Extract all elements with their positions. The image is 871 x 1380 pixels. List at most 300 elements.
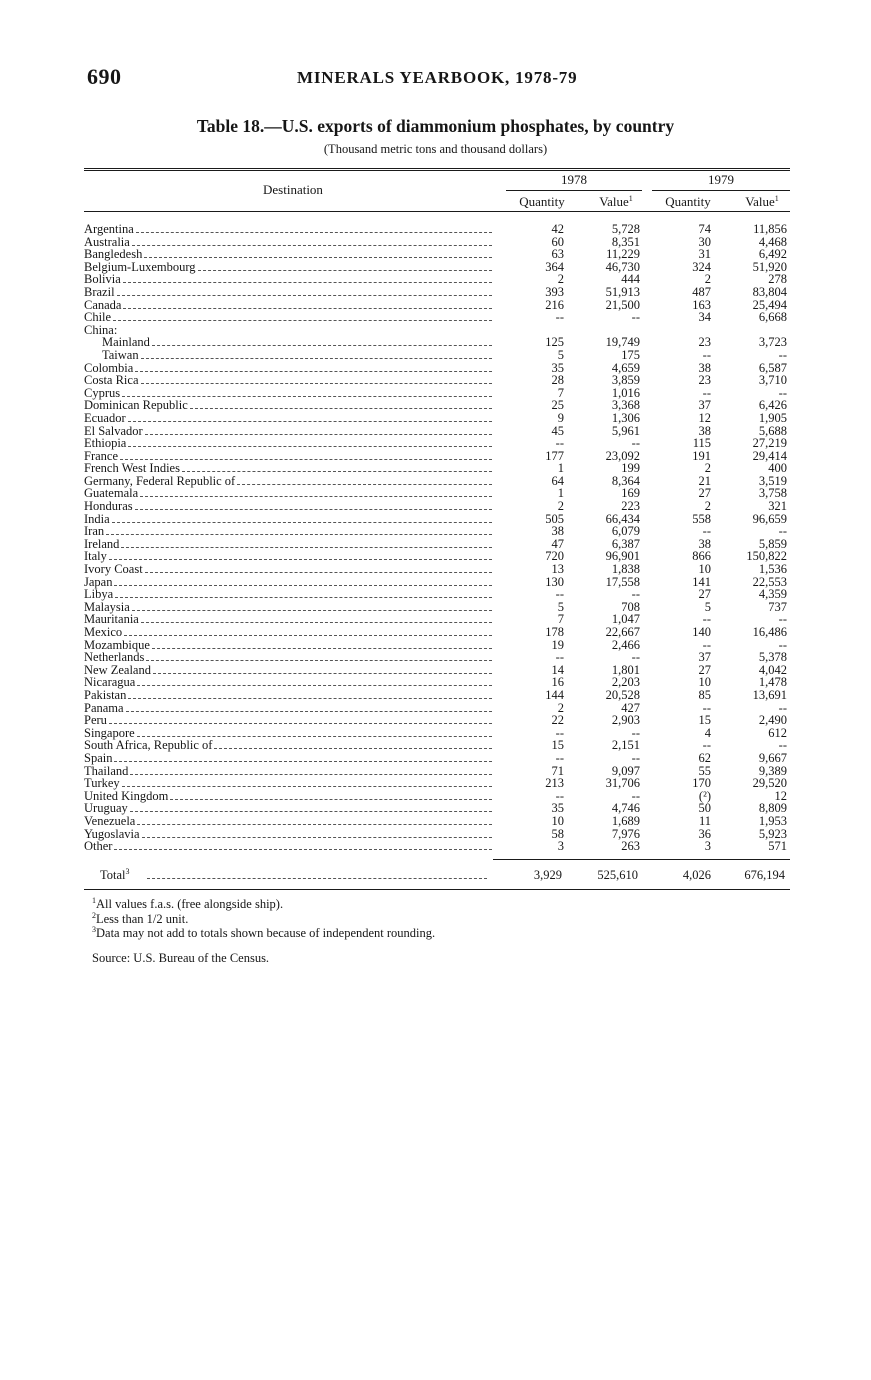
quantity-1978-cell: 63	[551, 247, 564, 262]
destination-cell: Ecuador	[84, 410, 126, 425]
quantity-1979-cell: (²)	[698, 788, 711, 803]
total-row	[0, 868, 871, 882]
quantity-1979-cell: 37	[698, 650, 711, 665]
value-1979-cell: 3,710	[758, 373, 787, 388]
value-1978-cell: 169	[621, 486, 640, 501]
total-quantity-1979: 4,026	[682, 868, 711, 882]
destination-cell: Honduras	[84, 499, 133, 514]
dot-leader	[128, 412, 492, 422]
destination-cell: Mauritania	[84, 612, 139, 627]
destination-cell: Mozambique	[84, 637, 150, 652]
value-1979-cell: 29,520	[752, 776, 787, 791]
value-1979-cell: 278	[768, 272, 787, 287]
value-1978-cell: 8,364	[611, 473, 640, 488]
dot-leader	[152, 336, 492, 346]
quantity-1978-cell: 144	[545, 687, 564, 702]
destination-cell: Peru	[84, 713, 107, 728]
quantity-1979-cell: 4	[704, 725, 711, 740]
quantity-1979-cell: 2	[704, 499, 711, 514]
dot-leader	[130, 802, 492, 812]
dot-leader	[114, 840, 492, 850]
value-1978-cell: 17,558	[605, 574, 640, 589]
value-1978-cell: 1,047	[611, 612, 640, 627]
table-row	[0, 739, 871, 752]
value-1978-cell: --	[631, 650, 640, 665]
quantity-1979-cell: --	[702, 385, 711, 400]
value-1978-cell: 51,913	[605, 284, 640, 299]
destination-cell: Dominican Republic	[84, 398, 188, 413]
value-1979-cell: 4,042	[758, 662, 787, 677]
dot-leader	[112, 513, 492, 523]
quantity-1978-cell: 125	[545, 335, 564, 350]
value-1978-cell: 20,528	[605, 687, 640, 702]
value-1978-cell: 263	[621, 839, 640, 854]
destination-cell: China:	[84, 322, 118, 337]
header-bottom-rule	[84, 211, 790, 212]
value-1978-cell: 3,368	[611, 398, 640, 413]
destination-cell: Brazil	[84, 284, 115, 299]
value-1978-cell: 199	[621, 461, 640, 476]
table-row	[0, 840, 871, 853]
destination-cell: Venezuela	[84, 813, 136, 828]
table-subtitle: (Thousand metric tons and thousand dollars)	[323, 142, 548, 156]
dot-leader	[135, 500, 492, 510]
destination-cell: United Kingdom	[84, 788, 169, 803]
quantity-1979-cell: 36	[698, 826, 711, 841]
quantity-1979-cell: 74	[698, 222, 711, 236]
destination-cell: Libya	[84, 587, 114, 602]
footnote-3	[92, 926, 435, 941]
quantity-1979-cell: 27	[698, 587, 711, 602]
value-1978-cell: 7,976	[611, 826, 640, 841]
value-1979-cell: 51,920	[752, 259, 787, 274]
quantity-1978-cell: 13	[551, 562, 564, 577]
destination-cell: Ivory Coast	[84, 562, 143, 577]
quantity-1978-cell: 45	[551, 423, 564, 438]
destination-cell: Taiwan	[102, 347, 139, 362]
value-1978-cell: 96,901	[605, 549, 640, 564]
quantity-1979-cell: --	[702, 700, 711, 715]
quantity-1979-cell: --	[702, 738, 711, 753]
destination-cell: Turkey	[84, 776, 120, 791]
quantity-1979-cell: 21	[698, 473, 711, 488]
quantity-1978-cell: 35	[551, 360, 564, 375]
table-row	[0, 261, 871, 274]
quantity-1979-cell: --	[702, 524, 711, 539]
quantity-1979-cell: --	[702, 612, 711, 627]
quantity-1979-cell: 2	[704, 272, 711, 287]
dot-leader	[114, 576, 492, 586]
value-1979-cell: 12	[774, 788, 787, 803]
dot-leader	[214, 739, 492, 749]
dot-leader	[123, 299, 492, 309]
destination-cell: Guatemala	[84, 486, 139, 501]
quantity-1979-cell: 10	[698, 562, 711, 577]
value-1978-cell: 223	[621, 499, 640, 514]
value-1979-cell: 2,490	[758, 713, 787, 728]
value-1979-cell: --	[778, 524, 787, 539]
destination-cell: Costa Rica	[84, 373, 139, 388]
quantity-1978-cell: 9	[557, 410, 564, 425]
quantity-1978-cell: 16	[551, 675, 564, 690]
value-1978-cell: 5,728	[611, 222, 640, 236]
quantity-1979-cell: 23	[698, 373, 711, 388]
table-row	[0, 374, 871, 387]
table-row	[0, 676, 871, 689]
value-1979-cell: 1,905	[758, 410, 787, 425]
value-1978-cell: 2,203	[611, 675, 640, 690]
quantity-1979-cell: 487	[692, 284, 711, 299]
quantity-1978-cell: 3	[557, 839, 564, 854]
table-bottom-rule	[84, 889, 790, 890]
footnote-marker: 3	[92, 925, 96, 934]
table-row	[0, 462, 871, 475]
value-1979-cell: 25,494	[752, 297, 787, 312]
quantity-1978-cell: 58	[551, 826, 564, 841]
quantity-1979-cell: 12	[698, 410, 711, 425]
total-quantity-1978: 3,929	[533, 868, 562, 882]
quantity-1979-cell: 85	[698, 687, 711, 702]
dot-leader	[117, 286, 492, 296]
value-1978-cell: 444	[621, 272, 640, 287]
page-number: 690	[87, 64, 122, 89]
quantity-1979-cell: --	[702, 347, 711, 362]
destination-cell: El Salvador	[84, 423, 143, 438]
dot-leader	[128, 437, 492, 447]
quantity-1978-cell: --	[555, 436, 564, 451]
dot-leader	[144, 248, 492, 258]
table-row	[0, 815, 871, 828]
value-1978-cell: 23,092	[605, 448, 640, 463]
quantity-1979-header: Quantity	[665, 194, 711, 209]
value-1978-cell: 2,903	[611, 713, 640, 728]
quantity-1978-cell: 71	[551, 763, 564, 778]
footnote-marker: 1	[774, 194, 779, 203]
dot-leader	[124, 626, 492, 636]
value-1979-cell: 27,219	[752, 436, 787, 451]
destination-cell: Ethiopia	[84, 436, 127, 451]
value-1979-cell: 8,809	[758, 801, 787, 816]
table-row	[0, 311, 871, 324]
destination-cell: Iran	[84, 524, 105, 539]
quantity-1978-cell: 7	[557, 612, 564, 627]
source-note: Source: U.S. Bureau of the Census.	[92, 951, 270, 965]
table-row	[0, 349, 871, 362]
dot-leader	[115, 588, 492, 598]
dot-leader	[182, 462, 492, 472]
value-1978-cell: 427	[621, 700, 640, 715]
quantity-1978-cell: 42	[551, 222, 564, 236]
quantity-1978-cell: 10	[551, 813, 564, 828]
value-1978-cell: 1,801	[611, 662, 640, 677]
value-1979-cell: 1,536	[758, 562, 787, 577]
quantity-1979-cell: 11	[698, 813, 711, 828]
value-1979-cell: 5,923	[758, 826, 787, 841]
quantity-1978-cell: --	[555, 788, 564, 803]
value-1979-cell: 5,688	[758, 423, 787, 438]
quantity-1978-cell: 2	[557, 700, 564, 715]
table-row	[0, 588, 871, 601]
value-1978-cell: 3,859	[611, 373, 640, 388]
total-label	[100, 868, 130, 882]
destination-cell: Pakistan	[84, 687, 127, 702]
footnote-2	[92, 912, 188, 927]
value-1978-cell: 5,961	[611, 423, 640, 438]
table-row	[0, 223, 871, 236]
value-1979-cell: 6,668	[758, 310, 787, 325]
table-row	[0, 273, 871, 286]
value-1978-header	[586, 194, 646, 210]
destination-cell: Panama	[84, 700, 124, 715]
quantity-1978-cell: 178	[545, 625, 564, 639]
value-1979-cell: 6,492	[758, 247, 787, 262]
destination-cell: Yugoslavia	[84, 826, 140, 841]
footnote-text: All values f.a.s. (free alongside ship).	[96, 897, 284, 911]
value-1979-header	[732, 194, 792, 210]
value-1978-cell: 4,659	[611, 360, 640, 375]
value-1978-cell: 1,306	[611, 410, 640, 425]
footnote-text: Less than 1/2 unit.	[96, 912, 189, 926]
table-row	[0, 714, 871, 727]
value-1978-cell: 6,387	[611, 536, 640, 551]
dot-leader	[113, 311, 492, 321]
quantity-1978-cell: 216	[545, 297, 564, 312]
table-top-rule-inner	[84, 170, 790, 171]
destination-cell: Bangledesh	[84, 247, 143, 262]
quantity-1979-cell: 10	[698, 675, 711, 690]
footnote-marker: 1	[628, 194, 633, 203]
quantity-1979-cell: 34	[698, 310, 711, 325]
dot-leader	[198, 261, 492, 271]
quantity-1979-cell: 23	[698, 335, 711, 350]
value-1979-cell: 3,723	[758, 335, 787, 350]
footnote-text: Data may not add to totals shown because of independent rounding.	[96, 926, 436, 940]
destination-cell: South Africa, Republic of	[84, 738, 213, 753]
destination-cell: Other	[84, 839, 113, 854]
quantity-1978-cell: --	[555, 750, 564, 765]
quantity-1978-cell: 1	[557, 461, 564, 476]
value-1979-cell: 612	[768, 725, 787, 740]
destination-cell: France	[84, 448, 119, 463]
value-1979-cell: 4,359	[758, 587, 787, 602]
dot-leader	[145, 425, 492, 435]
value-1978-cell: --	[631, 436, 640, 451]
quantity-1979-cell: 27	[698, 662, 711, 677]
dot-leader	[145, 563, 492, 573]
destination-header: Destination	[263, 182, 323, 197]
quantity-1979-cell: 191	[692, 448, 711, 463]
value-1978-cell: 31,706	[605, 776, 640, 791]
value-1979-cell: 400	[768, 461, 787, 476]
dot-leader	[123, 273, 492, 283]
dot-leader	[109, 550, 492, 560]
quantity-1979-cell: 558	[692, 511, 711, 526]
quantity-1978-cell: 213	[545, 776, 564, 791]
quantity-1978-cell: 505	[545, 511, 564, 526]
quantity-1978-cell: 1	[557, 486, 564, 501]
dot-leader	[140, 487, 492, 497]
value-1979-cell: --	[778, 637, 787, 652]
value-1978-cell: 6,079	[611, 524, 640, 539]
value-1979-cell: 737	[768, 599, 787, 614]
destination-cell: Malaysia	[84, 599, 130, 614]
quantity-1978-cell: 5	[557, 347, 564, 362]
quantity-1979-cell: 27	[698, 486, 711, 501]
value-header-label: Value	[745, 194, 775, 209]
destination-cell: Ireland	[84, 536, 120, 551]
quantity-1978-cell: 7	[557, 385, 564, 400]
value-1979-cell: 29,414	[752, 448, 787, 463]
table-row	[0, 437, 871, 450]
value-1978-cell: 175	[621, 347, 640, 362]
value-1979-cell: 5,859	[758, 536, 787, 551]
value-1978-cell: 2,151	[611, 738, 640, 753]
value-1979-cell: --	[778, 700, 787, 715]
value-1979-cell: 150,822	[746, 549, 787, 564]
quantity-1978-cell: --	[555, 587, 564, 602]
year-1979-rule	[652, 190, 790, 191]
table-row	[0, 613, 871, 626]
year-1979-header: 1979	[708, 172, 734, 187]
dot-leader	[137, 815, 492, 825]
total-rule	[493, 859, 790, 860]
destination-cell: Mainland	[102, 335, 150, 350]
table-body	[0, 223, 871, 853]
value-1979-cell: 11,856	[753, 222, 787, 236]
value-1979-cell: 1,478	[758, 675, 787, 690]
quantity-1978-cell: 5	[557, 599, 564, 614]
value-1978-cell: 1,689	[611, 813, 640, 828]
value-1978-cell: --	[631, 310, 640, 325]
value-1978-cell: --	[631, 788, 640, 803]
dot-leader	[120, 450, 492, 460]
table-row	[0, 689, 871, 702]
quantity-1978-cell: 19	[551, 637, 564, 652]
quantity-1978-cell: 25	[551, 398, 564, 413]
dot-leader	[114, 752, 492, 762]
table-row	[0, 626, 871, 639]
value-1979-cell: --	[778, 738, 787, 753]
table-row	[0, 765, 871, 778]
table-row	[0, 286, 871, 299]
quantity-1979-cell: 62	[698, 750, 711, 765]
dot-leader	[153, 664, 492, 674]
dot-leader	[152, 639, 492, 649]
destination-cell: Germany, Federal Republic of	[84, 473, 236, 488]
value-1979-cell: 9,389	[758, 763, 787, 778]
destination-cell: Canada	[84, 297, 122, 312]
dot-leader	[137, 676, 492, 686]
dot-leader	[170, 790, 492, 800]
quantity-1978-cell: 60	[551, 234, 564, 249]
table-row	[0, 790, 871, 803]
dot-leader	[190, 399, 492, 409]
quantity-1978-cell: 2	[557, 272, 564, 287]
destination-cell: Spain	[84, 750, 113, 765]
value-1978-cell: 22,667	[605, 625, 640, 639]
destination-cell: Cyprus	[84, 385, 121, 400]
value-1979-cell: 4,468	[758, 234, 787, 249]
quantity-1978-cell: 364	[545, 259, 564, 274]
total-value-1979: 676,194	[744, 868, 785, 882]
dot-leader	[122, 387, 492, 397]
total-label-text: Total	[100, 868, 126, 882]
value-1979-cell: 6,426	[758, 398, 787, 413]
table-row	[0, 425, 871, 438]
quantity-1979-cell: 38	[698, 423, 711, 438]
quantity-1979-cell: 50	[698, 801, 711, 816]
quantity-1978-header: Quantity	[519, 194, 565, 209]
quantity-1978-cell: --	[555, 725, 564, 740]
dot-leader	[141, 374, 492, 384]
table-row	[0, 412, 871, 425]
destination-cell: Colombia	[84, 360, 134, 375]
value-1979-cell: 1,953	[758, 813, 787, 828]
value-1978-cell: 21,500	[605, 297, 640, 312]
dot-leader	[122, 777, 492, 787]
value-1978-cell: 19,749	[605, 335, 640, 350]
value-1979-cell: 22,553	[752, 574, 787, 589]
dot-leader	[106, 525, 492, 535]
dot-leader	[141, 349, 492, 359]
dot-leader	[237, 475, 492, 485]
destination-cell: Thailand	[84, 763, 129, 778]
table-row	[0, 525, 871, 538]
value-1979-cell: 3,758	[758, 486, 787, 501]
dot-leader	[128, 689, 492, 699]
table-row	[0, 299, 871, 312]
value-1979-cell: 321	[768, 499, 787, 514]
destination-cell: Netherlands	[84, 650, 145, 665]
value-1979-cell: --	[778, 385, 787, 400]
table-row	[0, 777, 871, 790]
quantity-1979-cell: 5	[704, 599, 711, 614]
quantity-1979-cell: 31	[698, 247, 711, 262]
destination-cell: Singapore	[84, 725, 135, 740]
value-1978-cell: --	[631, 725, 640, 740]
value-1978-cell: --	[631, 587, 640, 602]
table-row	[0, 752, 871, 765]
dot-leader	[109, 714, 492, 724]
dot-leader	[130, 765, 492, 775]
dot-leader	[126, 702, 492, 712]
value-1979-cell: 96,659	[752, 511, 787, 526]
dot-leader	[141, 613, 492, 623]
quantity-1978-cell: --	[555, 310, 564, 325]
value-1979-cell: 6,587	[758, 360, 787, 375]
value-1979-cell: 5,378	[758, 650, 787, 665]
quantity-1979-cell: 55	[698, 763, 711, 778]
quantity-1978-cell: 47	[551, 536, 564, 551]
quantity-1979-cell: 38	[698, 360, 711, 375]
value-1979-cell: --	[778, 612, 787, 627]
quantity-1978-cell: 177	[545, 448, 564, 463]
value-1978-cell: 8,351	[611, 234, 640, 249]
quantity-1979-cell: 2	[704, 461, 711, 476]
destination-cell: Belgium-Luxembourg	[84, 259, 196, 274]
destination-cell: French West Indies	[84, 461, 180, 476]
table-title: Table 18.—U.S. exports of diammonium phosphates, by country	[196, 116, 675, 136]
quantity-1979-cell: 37	[698, 398, 711, 413]
value-1978-cell: 11,229	[606, 247, 640, 262]
quantity-1979-cell: 38	[698, 536, 711, 551]
year-1978-rule	[506, 190, 642, 191]
table-row	[0, 248, 871, 261]
table-row	[0, 563, 871, 576]
quantity-1979-cell: 115	[692, 436, 711, 451]
destination-cell: Nicaragua	[84, 675, 136, 690]
value-1979-cell: 571	[768, 839, 787, 854]
